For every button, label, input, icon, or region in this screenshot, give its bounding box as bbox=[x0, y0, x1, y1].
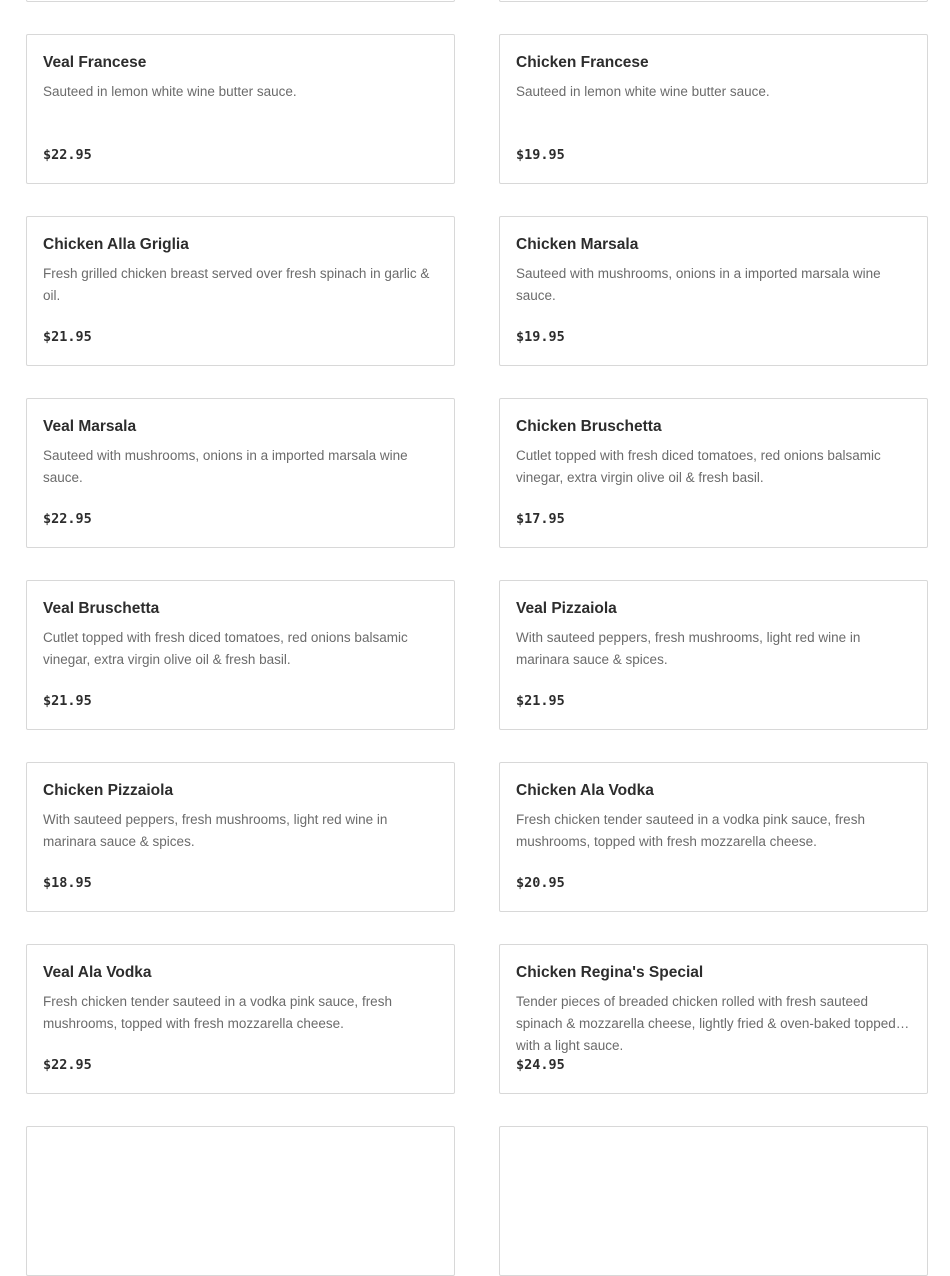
menu-item-description: Sauteed in lemon white wine butter sauce. bbox=[43, 84, 297, 99]
menu-item-description: Sauteed with mushrooms, onions in a imported marsala wine sauce. bbox=[516, 266, 881, 303]
menu-item-card[interactable] bbox=[499, 762, 928, 912]
menu-item-name: Chicken Pizzaiola bbox=[43, 782, 174, 799]
menu-item-card[interactable] bbox=[499, 580, 928, 730]
menu-item-price: $18.95 bbox=[43, 875, 92, 891]
menu-item-name: Chicken Regina's Special bbox=[516, 964, 704, 981]
menu-item-description: Fresh chicken tender sauteed in a vodka pink sauce, fresh mushrooms, topped with fresh mozzarella cheese. bbox=[516, 812, 865, 849]
menu-item-card[interactable] bbox=[499, 216, 928, 366]
menu-item-card-partial[interactable] bbox=[499, 1126, 928, 1276]
menu-item-card[interactable] bbox=[499, 34, 928, 184]
menu-item-card[interactable] bbox=[26, 944, 455, 1094]
menu-item-description: Fresh chicken tender sauteed in a vodka pink sauce, fresh mushrooms, topped with fresh mozzarella cheese. bbox=[43, 994, 392, 1031]
menu-item-card[interactable] bbox=[499, 398, 928, 548]
menu-item-price: $21.95 bbox=[43, 329, 92, 345]
menu-item-card[interactable] bbox=[26, 762, 455, 912]
menu-item-price: $21.95 bbox=[516, 693, 565, 709]
menu-item-name: Chicken Francese bbox=[516, 54, 649, 71]
menu-item-description: Fresh grilled chicken breast served over fresh spinach in garlic & oil. bbox=[43, 266, 430, 303]
menu-item-description: Cutlet topped with fresh diced tomatoes, red onions balsamic vinegar, extra virgin olive oil & fresh basil. bbox=[43, 630, 408, 667]
menu-item-name: Veal Francese bbox=[43, 54, 147, 71]
menu-item-card[interactable] bbox=[26, 34, 455, 184]
menu-item-name: Chicken Alla Griglia bbox=[43, 236, 189, 253]
menu-item-price: $22.95 bbox=[43, 1057, 92, 1073]
menu-item-card[interactable] bbox=[499, 944, 928, 1094]
menu-item-price: $22.95 bbox=[43, 147, 92, 163]
menu-item-name: Chicken Ala Vodka bbox=[516, 782, 654, 799]
menu-item-price: $17.95 bbox=[516, 511, 565, 527]
menu-item-card[interactable] bbox=[26, 398, 455, 548]
menu-item-description: Sauteed in lemon white wine butter sauce. bbox=[516, 84, 770, 99]
menu-item-price: $19.95 bbox=[516, 329, 565, 345]
menu-item-price: $19.95 bbox=[516, 147, 565, 163]
menu-item-name: Veal Pizzaiola bbox=[516, 600, 617, 617]
menu-item-card-partial[interactable] bbox=[26, 0, 455, 2]
menu-item-name: Veal Bruschetta bbox=[43, 600, 160, 617]
menu-item-name: Veal Marsala bbox=[43, 418, 137, 435]
menu-item-price: $21.95 bbox=[43, 693, 92, 709]
menu-item-name: Chicken Marsala bbox=[516, 236, 639, 253]
menu-item-price: $24.95 bbox=[516, 1057, 565, 1073]
menu-item-description: With sauteed peppers, fresh mushrooms, light red wine in marinara sauce & spices. bbox=[43, 812, 388, 849]
menu-item-card-partial[interactable] bbox=[499, 0, 928, 2]
menu-item-price: $20.95 bbox=[516, 875, 565, 891]
menu-item-description: Sauteed with mushrooms, onions in a imported marsala wine sauce. bbox=[43, 448, 408, 485]
menu-item-price: $22.95 bbox=[43, 511, 92, 527]
menu-item-card[interactable] bbox=[26, 216, 455, 366]
menu-item-name: Chicken Bruschetta bbox=[516, 418, 662, 435]
menu-item-card-partial[interactable] bbox=[26, 1126, 455, 1276]
menu-item-description: Tender pieces of breaded chicken rolled with fresh sauteed spinach & mozzarella cheese, lightly fried & oven-baked topped with a light sauce. bbox=[516, 994, 896, 1053]
menu-item-name: Veal Ala Vodka bbox=[43, 964, 152, 981]
menu-item-description: Cutlet topped with fresh diced tomatoes, red onions balsamic vinegar, extra virgin olive oil & fresh basil. bbox=[516, 448, 881, 485]
menu-item-card[interactable] bbox=[26, 580, 455, 730]
menu-item-description: With sauteed peppers, fresh mushrooms, light red wine in marinara sauce & spices. bbox=[516, 630, 861, 667]
